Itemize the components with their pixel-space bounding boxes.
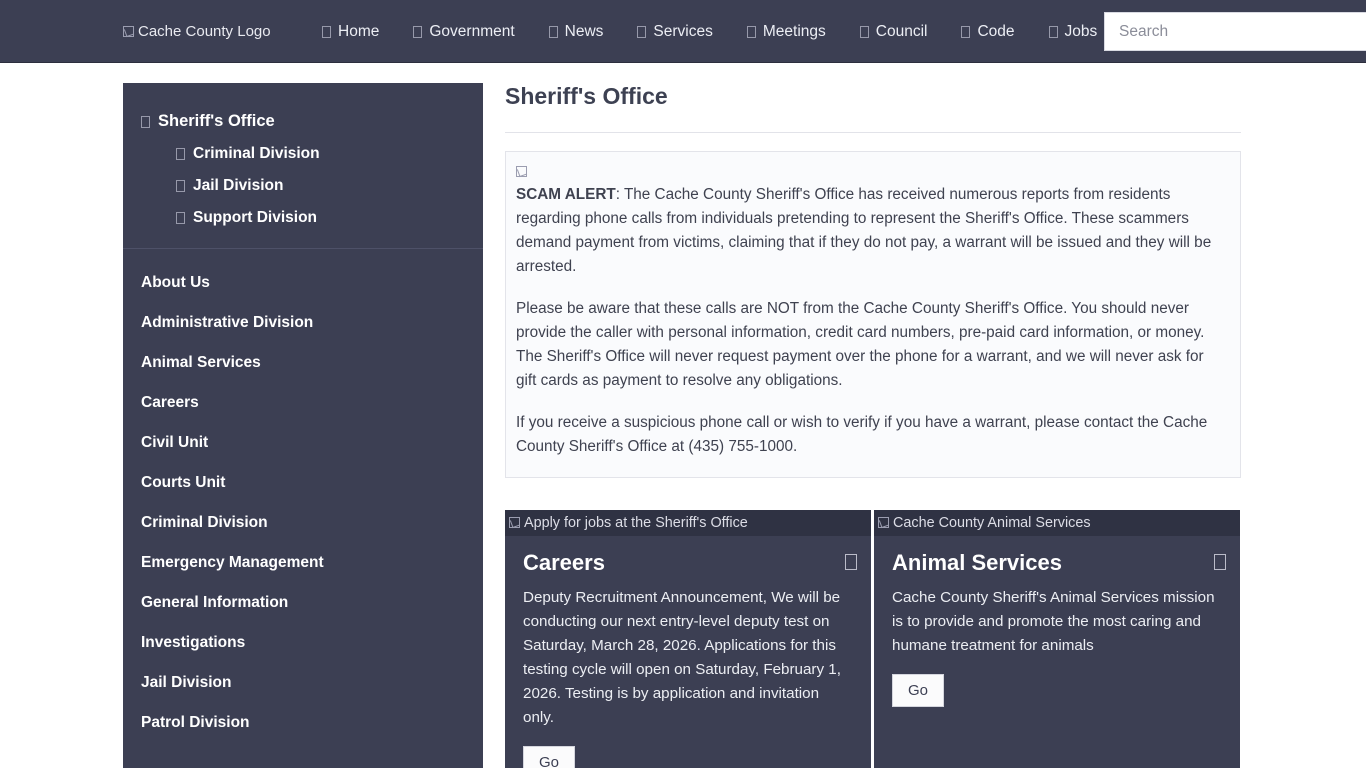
sidebar-item-sheriffs-office[interactable] (123, 105, 483, 138)
card-body (505, 536, 871, 768)
sidebar-item-label: Criminal Division (193, 145, 320, 162)
sidebar-link-general-information[interactable]: General Information (141, 594, 289, 611)
scam-alert-paragraph-1 (516, 183, 1228, 279)
box-glyph-icon (961, 26, 970, 38)
sidebar-link-animal-services[interactable]: Animal Services (141, 354, 261, 371)
box-glyph-icon (860, 26, 869, 38)
nav-item-label: Home (338, 22, 380, 40)
sidebar-item-label: Support Division (193, 209, 317, 226)
nav-item-council[interactable] (843, 0, 945, 63)
card-body (874, 536, 1240, 725)
scam-alert-text-1: : The Cache County Sheriff's Office has received numerous reports from residents regarding phone calls from individuals pretending to represent the Sheriff's Office. These scammers demand payment from victims, claiming that if they do not pay, a warrant will be issued and they will be arrested. (516, 186, 1212, 275)
box-glyph-icon (549, 26, 558, 38)
sidebar-link-investigations[interactable]: Investigations (141, 634, 246, 651)
sidebar-link-jail-division[interactable]: Jail Division (141, 674, 232, 691)
nav-item-jobs[interactable] (1032, 0, 1115, 63)
broken-image-icon (516, 166, 527, 177)
sidebar-item-label: Sheriff's Office (158, 112, 275, 130)
card-heading: Animal Services (892, 550, 1062, 575)
scam-alert-lead: SCAM ALERT (516, 186, 616, 203)
title-divider (505, 132, 1241, 133)
box-glyph-icon (176, 148, 185, 160)
box-glyph-icon (747, 26, 756, 38)
box-glyph-icon (176, 212, 185, 224)
site-logo[interactable] (123, 20, 283, 44)
nav-item-meetings[interactable] (730, 0, 843, 63)
box-glyph-icon (413, 26, 422, 38)
top-navigation-bar (0, 0, 1366, 63)
box-glyph-icon (845, 554, 857, 570)
sidebar-item-criminal-division[interactable] (123, 138, 483, 170)
nav-item-label: Jobs (1064, 22, 1098, 40)
primary-nav (305, 0, 1114, 63)
card-animal-services (874, 510, 1240, 768)
sidebar-link-about-us[interactable]: About Us (141, 274, 210, 291)
nav-item-code[interactable] (944, 0, 1031, 63)
sidebar-link-courts-unit[interactable]: Courts Unit (141, 474, 226, 491)
top-navigation-inner (0, 0, 1366, 63)
sidebar-link-patrol-division[interactable]: Patrol Division (141, 714, 250, 731)
card-image-placeholder (874, 510, 1240, 536)
box-glyph-icon (637, 26, 646, 38)
broken-image-icon (509, 517, 520, 528)
nav-item-label: Services (653, 22, 713, 40)
sidebar-link-careers[interactable]: Careers (141, 394, 199, 411)
nav-item-government[interactable] (396, 0, 531, 63)
sidebar-item-label: Jail Division (193, 177, 284, 194)
site-logo-alt-text: Cache County Logo (138, 23, 271, 40)
scam-alert-card (505, 151, 1241, 478)
box-glyph-icon (141, 116, 150, 128)
animal-services-go-button[interactable]: Go (892, 674, 944, 707)
card-heading: Careers (523, 550, 605, 575)
careers-go-button[interactable]: Go (523, 746, 575, 768)
card-text: Deputy Recruitment Announcement, We will be conducting our next entry-level deputy test on Saturday, March 28, 2026. Applications for this testing cycle will open on Saturday, February 1, 2026. Testing is by application and invitation only. (523, 589, 841, 726)
nav-item-services[interactable] (620, 0, 729, 63)
box-glyph-icon (1049, 26, 1058, 38)
nav-item-label: Code (977, 22, 1015, 40)
card-image-alt: Apply for jobs at the Sheriff's Office (524, 515, 748, 531)
nav-item-label: Meetings (762, 22, 826, 40)
feature-cards (505, 510, 1241, 768)
card-careers (505, 510, 871, 768)
nav-item-label: Council (875, 22, 928, 40)
sidebar-tree (123, 83, 483, 249)
nav-item-label: News (564, 22, 604, 40)
broken-image-icon (123, 26, 134, 37)
scam-alert-paragraph-3: If you receive a suspicious phone call or wish to verify if you have a warrant, please contact the Cache County Sheriff's Office at (435) 755-1000. (516, 414, 1208, 455)
scam-alert-paragraph-2: Please be aware that these calls are NOT from the Cache County Sheriff's Office. You should never provide the caller with personal information, credit card numbers, pre-paid card information, or money. The Sheriff's Office will never request payment over the phone for a warrant, and we will never ask for gift cards as payment to resolve any obligations. (516, 300, 1205, 389)
right-gutter (1241, 63, 1366, 768)
site-search[interactable] (1104, 12, 1366, 51)
search-input[interactable] (1105, 13, 1366, 50)
sidebar-item-support-division[interactable] (123, 202, 483, 234)
card-image-alt: Cache County Animal Services (893, 515, 1091, 531)
broken-image-icon (878, 517, 889, 528)
sidebar-link-emergency-management[interactable]: Emergency Management (141, 554, 324, 571)
card-image-placeholder (505, 510, 871, 536)
sidebar-link-administrative-division[interactable]: Administrative Division (141, 314, 314, 331)
box-glyph-icon (176, 180, 185, 192)
sidebar-item-jail-division[interactable] (123, 170, 483, 202)
nav-item-news[interactable] (532, 0, 621, 63)
nav-item-home[interactable] (305, 0, 396, 63)
box-glyph-icon (1214, 554, 1226, 570)
sidebar-link-civil-unit[interactable]: Civil Unit (141, 434, 209, 451)
main-content (505, 83, 1241, 768)
sidebar-link-list (123, 249, 483, 743)
sidebar-link-criminal-division[interactable]: Criminal Division (141, 514, 268, 531)
nav-item-label: Government (429, 22, 515, 40)
card-text: Cache County Sheriff's Animal Services mission is to provide and promote the most caring and humane treatment for animals (892, 589, 1215, 654)
section-sidebar (123, 83, 483, 768)
page-title: Sheriff's Office (505, 83, 668, 109)
box-glyph-icon (322, 26, 331, 38)
